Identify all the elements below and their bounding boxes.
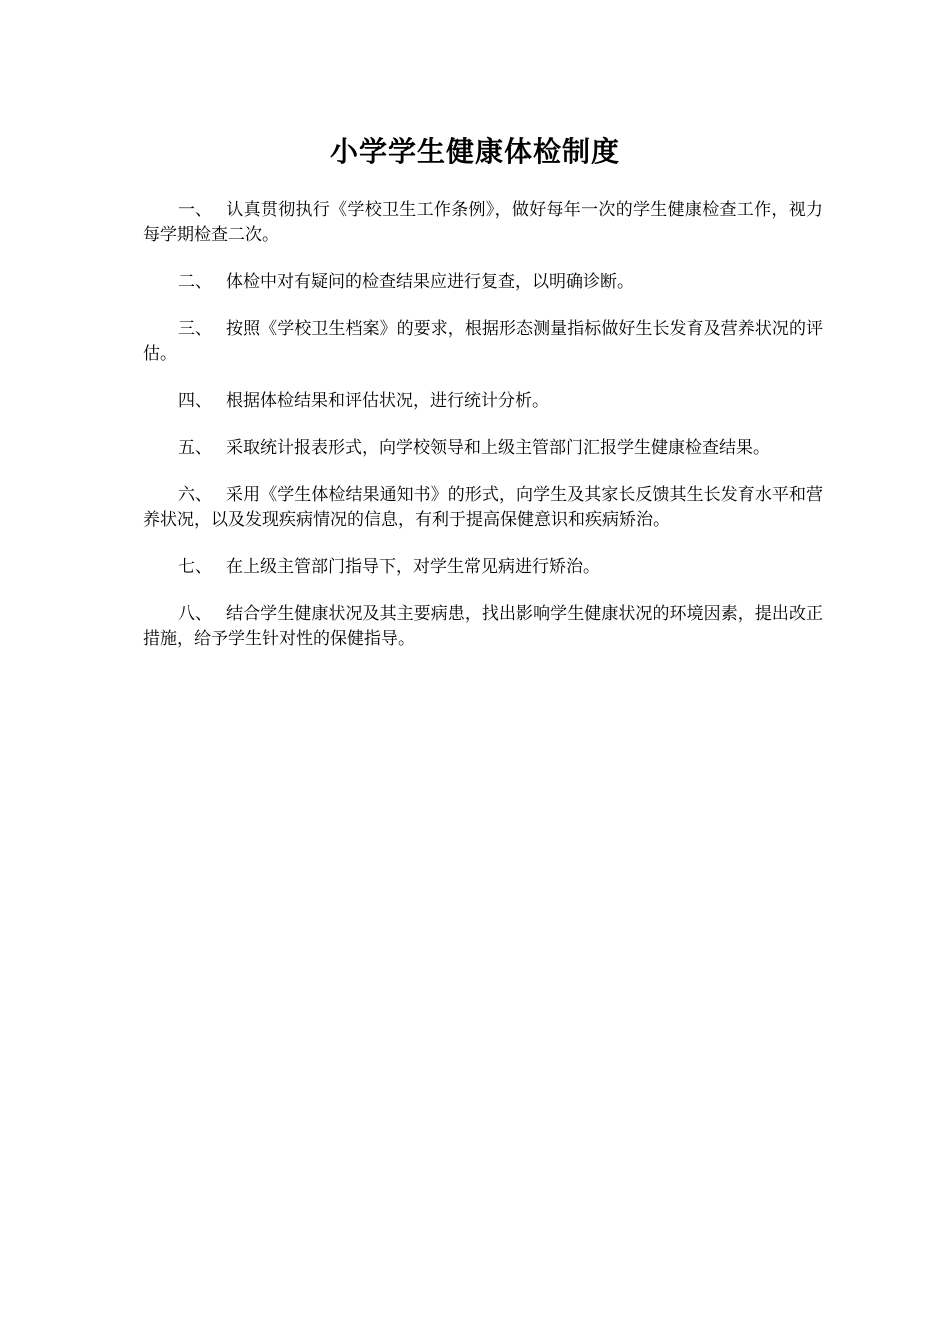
- item-number: 六、: [178, 485, 212, 505]
- item-number: 二、: [178, 272, 212, 292]
- item-text: 体检中对有疑问的检查结果应进行复查，以明确诊断。: [226, 272, 634, 292]
- item-text: 认真贯彻执行《学校卫生工作条例》，做好每年一次的学生健康检查工作，视力每学期检查二次。: [143, 200, 823, 245]
- document-title: 小学学生健康体检制度: [329, 135, 620, 168]
- item-text: 根据体检结果和评估状况，进行统计分析。: [226, 391, 549, 411]
- regulation-list: [143, 198, 823, 674]
- regulation-item-5: [143, 436, 823, 461]
- item-text: 采用《学生体检结果通知书》的形式，向学生及其家长反馈其生长发育水平和营养状况，以及发现疾病情况的信息，有利于提高保健意识和疾病矫治。: [143, 485, 823, 530]
- item-text: 采取统计报表形式，向学校领导和上级主管部门汇报学生健康检查结果。: [226, 438, 770, 458]
- item-number: 八、: [178, 604, 212, 624]
- item-number: 四、: [178, 391, 212, 411]
- item-text: 结合学生健康状况及其主要病患，找出影响学生健康状况的环境因素，提出改正措施，给予学生针对性的保健指导。: [143, 604, 823, 649]
- item-number: 三、: [178, 319, 212, 339]
- regulation-item-6: [143, 483, 823, 533]
- regulation-item-2: [143, 270, 823, 295]
- regulation-item-4: [143, 389, 823, 414]
- item-text: 在上级主管部门指导下，对学生常见病进行矫治。: [226, 557, 600, 577]
- regulation-item-7: [143, 555, 823, 580]
- regulation-item-3: [143, 317, 823, 367]
- regulation-item-8: [143, 602, 823, 652]
- regulation-item-1: [143, 198, 823, 248]
- item-number: 五、: [178, 438, 212, 458]
- item-text: 按照《学校卫生档案》的要求，根据形态测量指标做好生长发育及营养状况的评估。: [143, 319, 823, 364]
- item-number: 七、: [178, 557, 212, 577]
- item-number: 一、: [178, 200, 212, 220]
